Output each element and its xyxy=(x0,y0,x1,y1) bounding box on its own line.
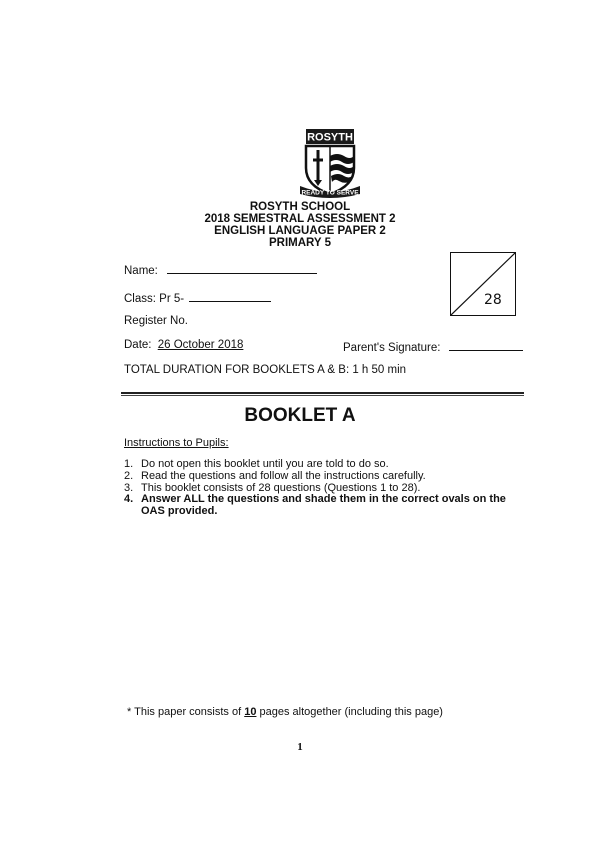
score-box xyxy=(450,252,516,316)
paper-title: ENGLISH LANGUAGE PAPER 2 xyxy=(214,225,386,237)
page-count-note xyxy=(127,706,443,718)
date-label: Date: xyxy=(124,339,152,351)
svg-text:READY TO SERVE: READY TO SERVE xyxy=(301,189,359,197)
level-title: PRIMARY 5 xyxy=(269,237,331,249)
divider-thick xyxy=(121,392,524,394)
footnote-page-count: 10 xyxy=(244,706,257,718)
instruction-text: Read the questions and follow all the instructions carefully. xyxy=(141,469,426,482)
signature-row xyxy=(343,339,523,354)
instruction-number: 3. xyxy=(124,481,134,494)
class-row xyxy=(124,290,271,305)
instructions-list xyxy=(124,459,524,518)
register-label: Register No. xyxy=(124,315,188,327)
assessment-title: 2018 SEMESTRAL ASSESSMENT 2 xyxy=(204,213,396,225)
footnote-prefix: * This paper consists of xyxy=(127,706,242,718)
score-total: 28 xyxy=(484,292,502,308)
school-crest xyxy=(297,128,363,200)
name-field[interactable] xyxy=(167,262,317,274)
name-label: Name: xyxy=(124,265,158,277)
instruction-number: 1. xyxy=(124,458,134,470)
footnote-suffix: pages altogether (including this page) xyxy=(259,706,443,718)
school-name: ROSYTH SCHOOL xyxy=(249,201,351,213)
page-number: 1 xyxy=(297,741,303,753)
date-value: 26 October 2018 xyxy=(157,339,244,351)
divider-thin xyxy=(121,395,524,396)
signature-label: Parent's Signature: xyxy=(343,342,441,354)
class-field[interactable] xyxy=(189,290,271,302)
instruction-text: This booklet consists of 28 questions (Questions 1 to 28). xyxy=(141,481,421,494)
date-row xyxy=(124,339,243,351)
name-row xyxy=(124,262,317,277)
instruction-item xyxy=(124,494,524,518)
instructions-heading: Instructions to Pupils: xyxy=(124,437,229,449)
booklet-title: BOOKLET A xyxy=(244,405,356,426)
svg-text:ROSYTH: ROSYTH xyxy=(307,131,353,144)
score-divider xyxy=(451,253,515,315)
duration-text: TOTAL DURATION FOR BOOKLETS A & B: 1 h 50 min xyxy=(124,364,407,376)
instruction-text: Answer ALL the questions and shade them in the correct ovals on the OAS provided. xyxy=(141,493,506,518)
instruction-number: 4. xyxy=(124,493,134,506)
class-label: Class: Pr 5- xyxy=(124,293,185,305)
instruction-number: 2. xyxy=(124,469,134,482)
instruction-text: Do not open this booklet until you are told to do so. xyxy=(141,458,389,470)
signature-field[interactable] xyxy=(449,339,523,351)
